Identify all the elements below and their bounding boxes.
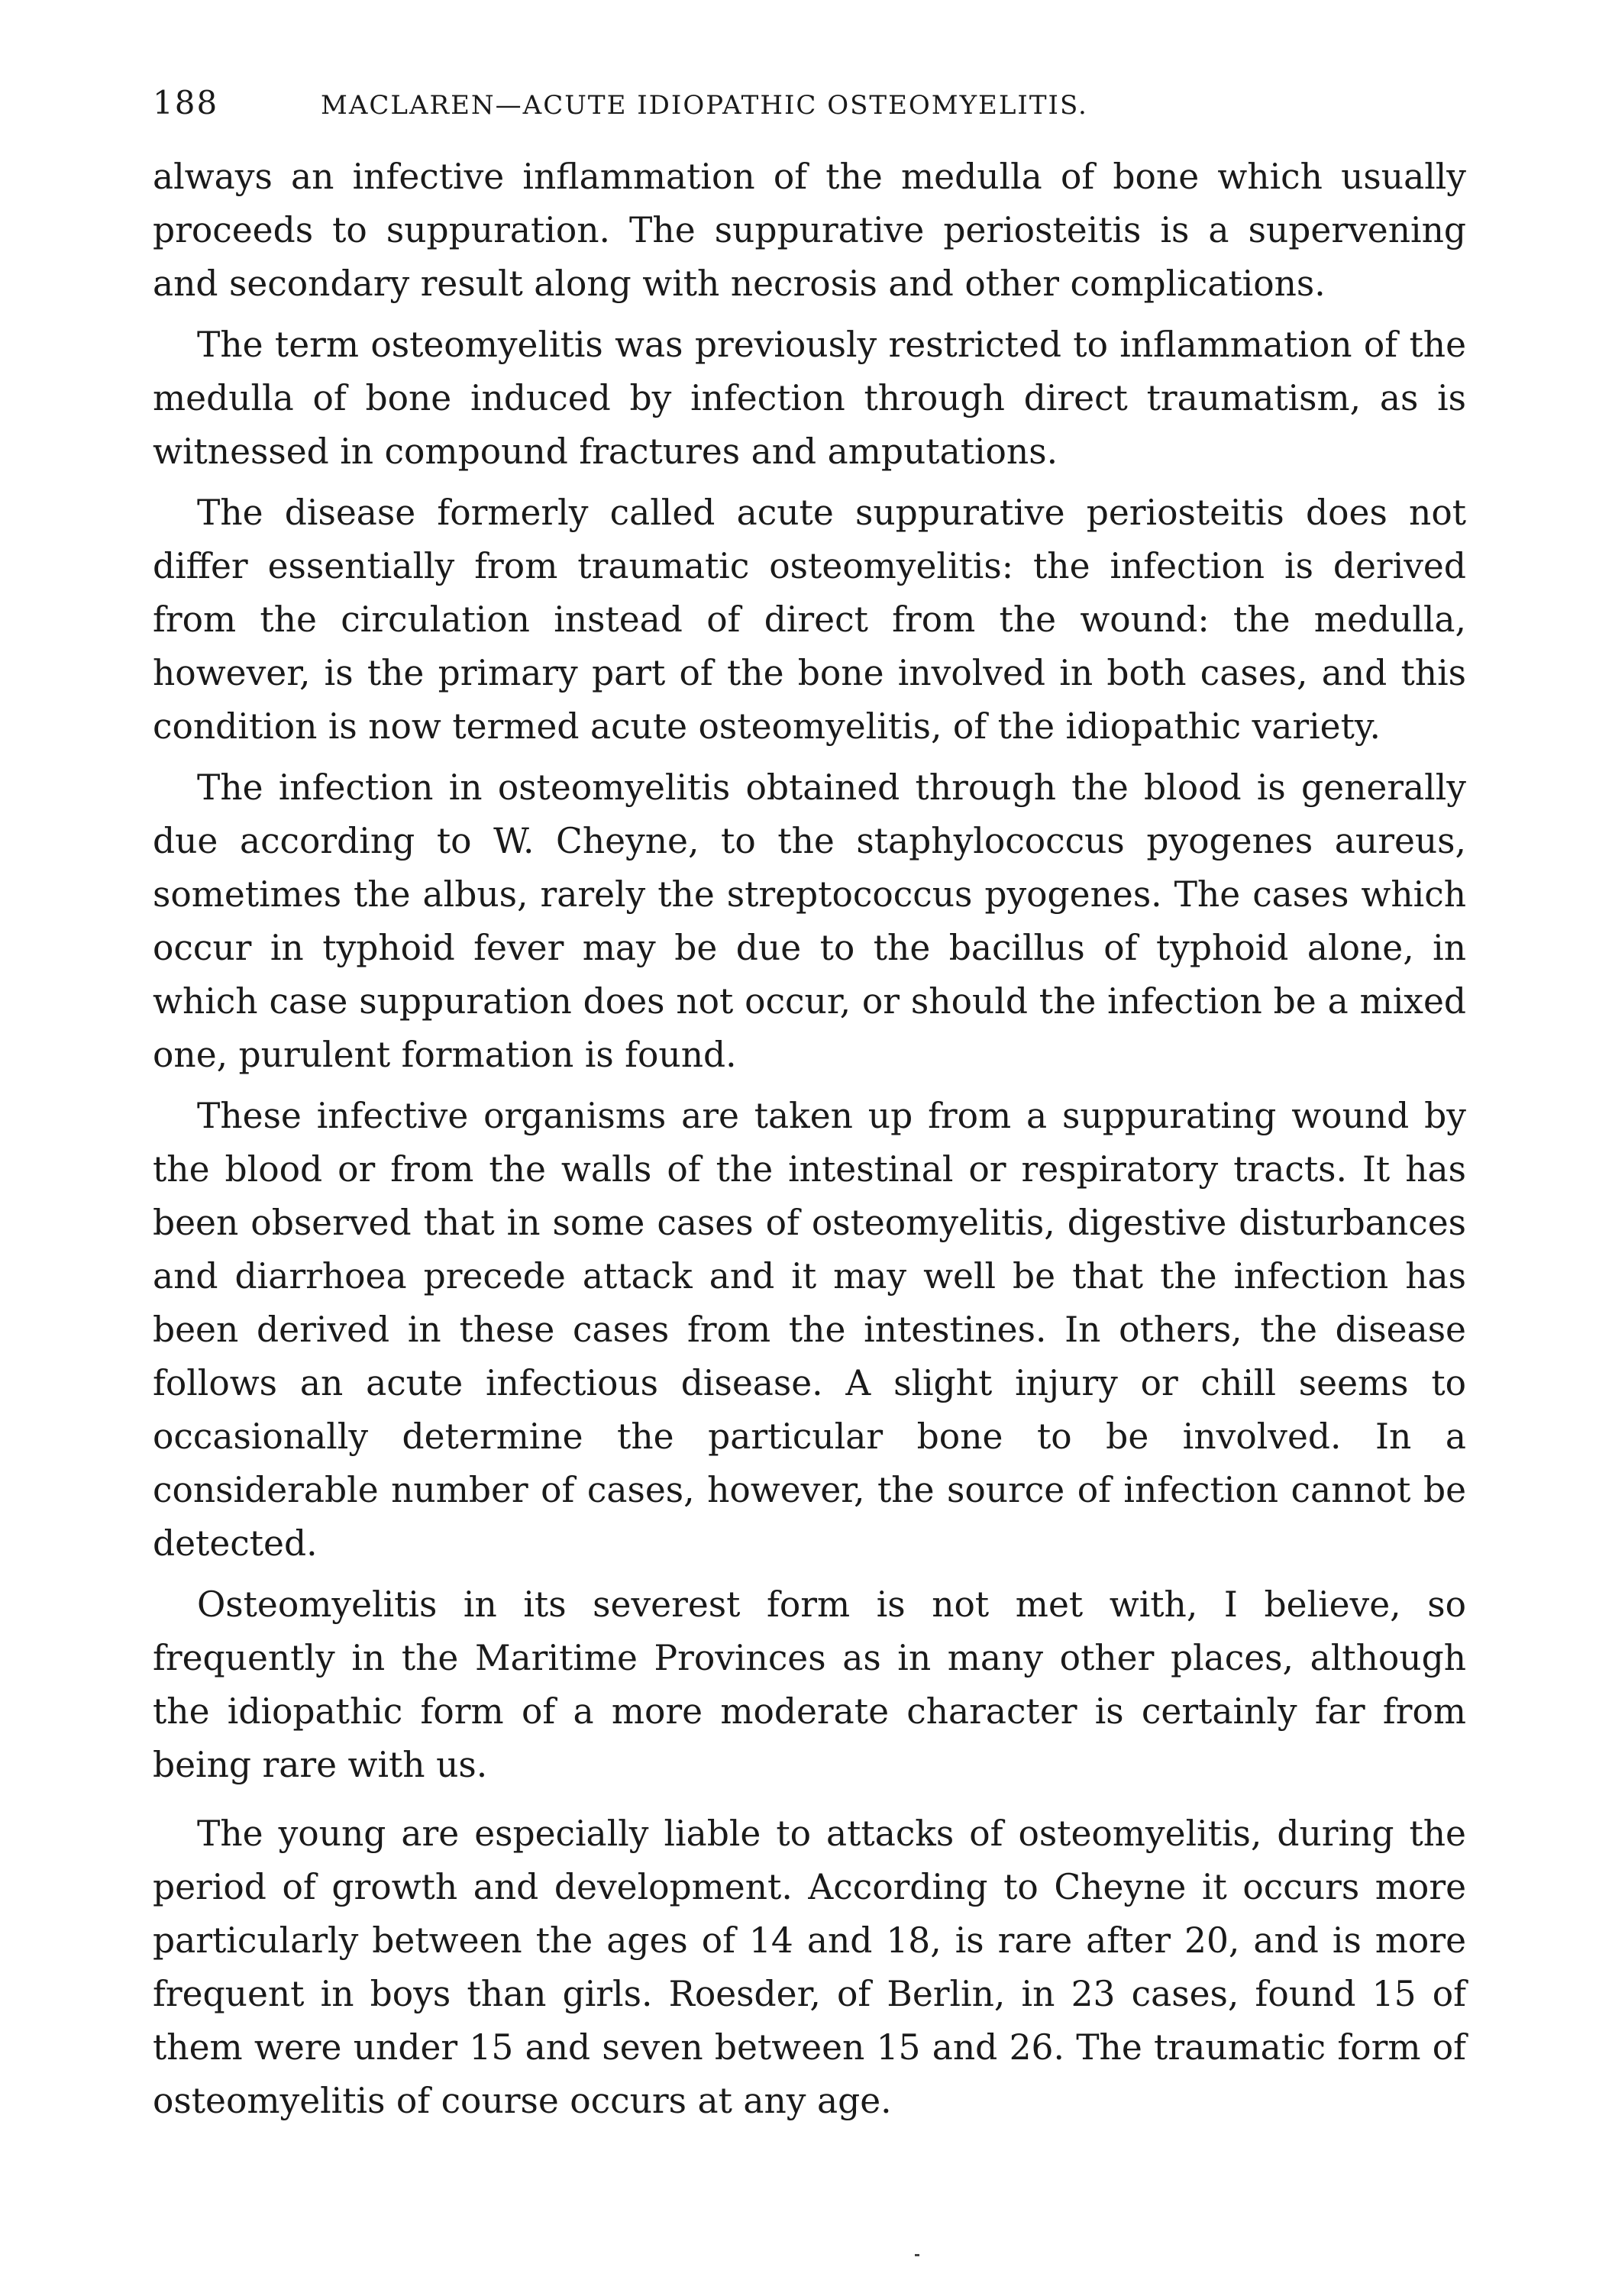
paragraph: always an infective inflammation of the medulla of bone which usually proceeds to suppuration. The suppurative periosteitis is a supervening and secondary result along with necrosis and other complications. bbox=[153, 157, 1466, 304]
running-title: MACLAREN—ACUTE IDIOPATHIC OSTEOMYELITIS. bbox=[321, 90, 1088, 121]
body-text bbox=[153, 150, 1466, 2128]
footer-mark bbox=[915, 2254, 919, 2256]
page-number: 188 bbox=[153, 84, 219, 121]
paragraph: Osteomyelitis in its severest form is not met with, I believe, so frequently in the Maritime Provinces as in many other places, although the idiopathic form of a more moderate character is certainly far from being rare with us. bbox=[153, 1584, 1466, 1785]
paragraph: The term osteomyelitis was previously restricted to inflammation of the medulla of bone induced by infection through direct traumatism, as is witnessed in compound fractures and amputations. bbox=[153, 325, 1466, 472]
paragraph: These infective organisms are taken up from a suppurating wound by the blood or from the walls of the intestinal or respiratory tracts. It has been observed that in some cases of osteomyelitis, digestive disturbances and diarrhoea precede attack and it may well be that the infection has been derived in these cases from the intestines. In others, the disease follows an acute infectious disease. A slight injury or chill seems to occasionally determine the particular bone to be involved. In a considerable number of cases, however, the source of infection cannot be detected. bbox=[153, 1096, 1466, 1564]
paragraph: The disease formerly called acute suppurative periosteitis does not differ essentially from traumatic osteomyelitis: the infection is derived from the circulation instead of direct from the wound: the medulla, however, is the primary part of the bone involved in both cases, and this condition is now termed acute osteomyelitis, of the idiopathic variety. bbox=[153, 492, 1466, 747]
paragraph: The young are especially liable to attacks of osteomyelitis, during the period of growth and development. According to Cheyne it occurs more particularly between the ages of 14 and 18, is rare after 20, and is more frequent in boys than girls. Roesder, of Berlin, in 23 cases, found 15 of them were under 15 and seven between 15 and 26. The traumatic form of osteomyelitis of course occurs at any age. bbox=[153, 1813, 1466, 2121]
document-page bbox=[153, 84, 1466, 2136]
running-head bbox=[153, 84, 1466, 121]
paragraph: The infection in osteomyelitis obtained through the blood is generally due according to W. Cheyne, to the staphylococcus pyogenes aureus, sometimes the albus, rarely the streptococcus pyogenes. The cases which occur in typhoid fever may be due to the bacillus of typhoid alone, in which case suppuration does not occur, or should the infection be a mixed one, purulent formation is found. bbox=[153, 767, 1466, 1075]
